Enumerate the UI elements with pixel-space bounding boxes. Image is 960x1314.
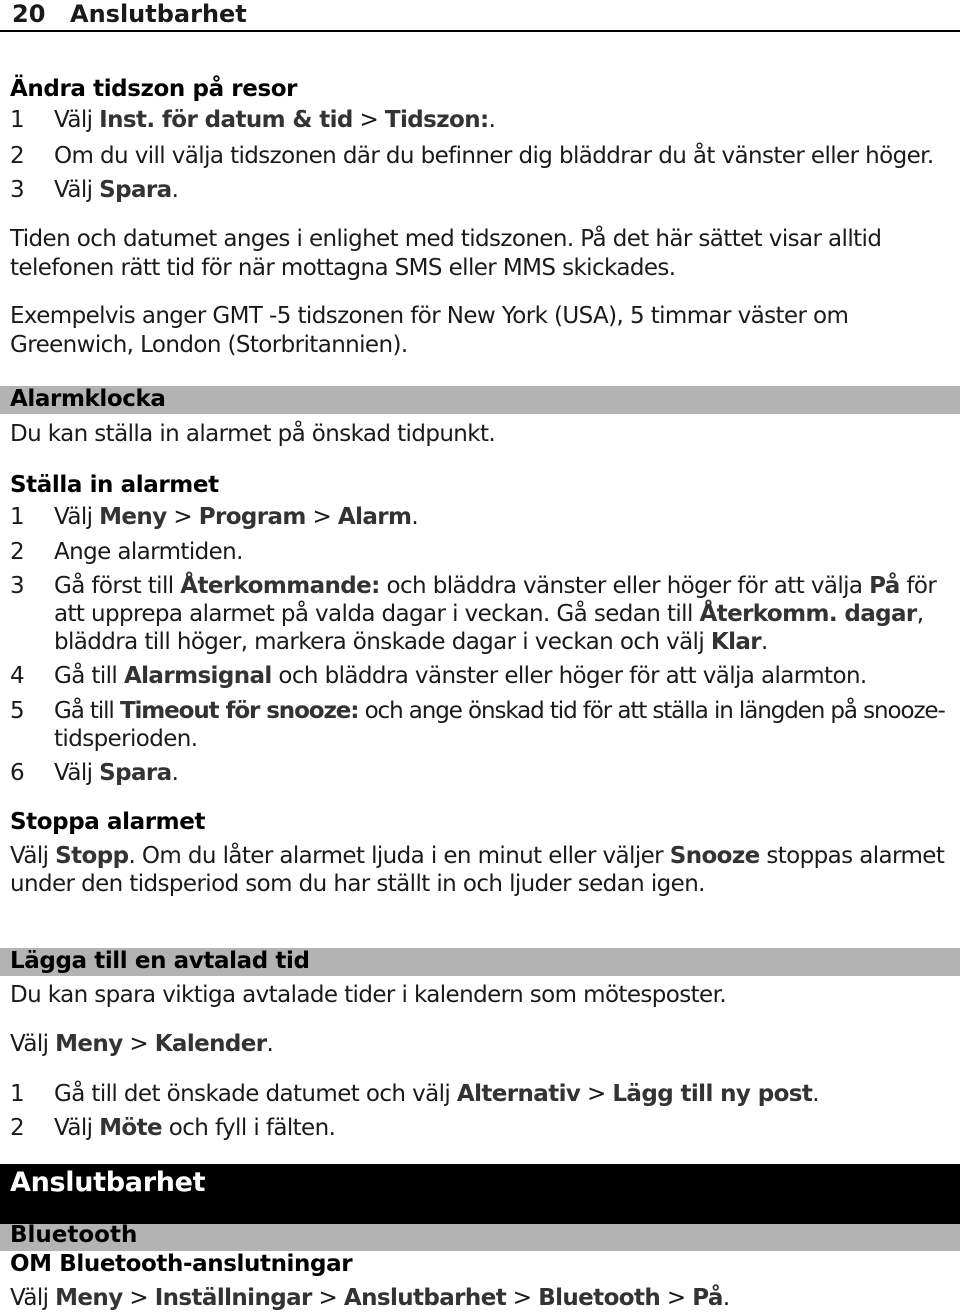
- menu-path-item: Meny: [99, 504, 167, 530]
- alarm-step-3-cont: bläddra till höger, markera önskade dagar i veckan och välj Klar.: [54, 629, 768, 655]
- step-number: 5: [10, 698, 25, 724]
- step-number: 3: [10, 177, 25, 203]
- alarm-step-1: Välj Meny > Program > Alarm.: [54, 504, 419, 530]
- section-title: Bluetooth: [10, 1222, 138, 1248]
- step-number: 2: [10, 539, 25, 565]
- stop-alarm-heading: Stoppa alarmet: [10, 809, 206, 835]
- step-number: 6: [10, 760, 25, 786]
- alarm-step-2: Ange alarmtiden.: [54, 539, 243, 565]
- menu-path-item: Inst. för datum & tid: [99, 107, 353, 133]
- section-title: Lägga till en avtalad tid: [10, 948, 310, 974]
- timezone-step-3: Välj Spara.: [54, 177, 179, 203]
- stop-alarm-text: Välj Stopp. Om du låter alarmet ljuda i en minut eller väljer Snooze stoppas alarmet: [10, 843, 945, 869]
- calendar-step-1: Gå till det önskade datumet och välj Alternativ > Lägg till ny post.: [54, 1081, 819, 1107]
- step-number: 3: [10, 573, 25, 599]
- step-number: 1: [10, 504, 25, 530]
- step-number: 1: [10, 1081, 25, 1107]
- timezone-step-1: Välj Inst. för datum & tid > Tidszon:.: [54, 107, 496, 133]
- alarm-step-5-cont: tidsperioden.: [54, 726, 198, 752]
- menu-path-item: Program: [198, 504, 306, 530]
- alarm-step-3-cont: att upprepa alarmet på valda dagar i veckan. Gå sedan till Återkomm. dagar,: [54, 601, 924, 627]
- header-rule: [0, 30, 960, 32]
- alarm-intro: Du kan ställa in alarmet på önskad tidpunkt.: [10, 421, 496, 447]
- running-header: Anslutbarhet: [70, 0, 247, 28]
- set-alarm-heading: Ställa in alarmet: [10, 472, 219, 498]
- chapter-bar: [0, 1164, 960, 1224]
- stop-alarm-text-cont: under den tidsperiod som du har ställt in och ljuder sedan igen.: [10, 871, 705, 897]
- timezone-paragraph-2: Exempelvis anger GMT -5 tidszonen för New York (USA), 5 timmar väster om: [10, 303, 849, 329]
- step-number: 1: [10, 107, 25, 133]
- step-number: 2: [10, 143, 25, 169]
- section-title: Alarmklocka: [10, 386, 166, 412]
- alarm-step-4: Gå till Alarmsignal och bläddra vänster eller höger för att välja alarmton.: [54, 663, 867, 689]
- timezone-paragraph-1: Tiden och datumet anges i enlighet med tidszonen. På det här sättet visar alltid: [10, 226, 882, 252]
- timezone-paragraph-2-cont: Greenwich, London (Storbritannien).: [10, 332, 408, 358]
- section-bar-calendar: [0, 948, 960, 976]
- alarm-step-5: Gå till Timeout för snooze: och ange önskad tid för att ställa in längden på snooze-: [54, 698, 945, 724]
- section-bar-bluetooth: [0, 1224, 960, 1251]
- menu-path-item: Spara: [99, 177, 172, 203]
- step-number: 2: [10, 1115, 25, 1141]
- calendar-nav: Välj Meny > Kalender.: [10, 1031, 274, 1057]
- alarm-step-6: Välj Spara.: [54, 760, 179, 786]
- step-number: 4: [10, 663, 25, 689]
- timezone-paragraph-1-cont: telefonen rätt tid för när mottagna SMS eller MMS skickades.: [10, 255, 676, 281]
- section-bar-alarm: [0, 386, 960, 414]
- timezone-step-2: Om du vill välja tidszonen där du befinner dig bläddrar du åt vänster eller höger.: [54, 143, 934, 169]
- menu-path-item: Tidszon:: [384, 107, 489, 133]
- chapter-title: Anslutbarhet: [10, 1167, 206, 1198]
- alarm-step-3: Gå först till Återkommande: och bläddra vänster eller höger för att välja På för: [54, 573, 937, 599]
- bluetooth-about-heading: OM Bluetooth-anslutningar: [10, 1251, 353, 1277]
- calendar-intro: Du kan spara viktiga avtalade tider i kalendern som mötesposter.: [10, 982, 727, 1008]
- timezone-heading: Ändra tidszon på resor: [10, 76, 298, 102]
- menu-path-item: Alarm: [337, 504, 412, 530]
- calendar-step-2: Välj Möte och fyll i fälten.: [54, 1115, 336, 1141]
- page-number: 20: [12, 0, 46, 28]
- bluetooth-nav: Välj Meny > Inställningar > Anslutbarhet > Bluetooth > På.: [10, 1285, 730, 1311]
